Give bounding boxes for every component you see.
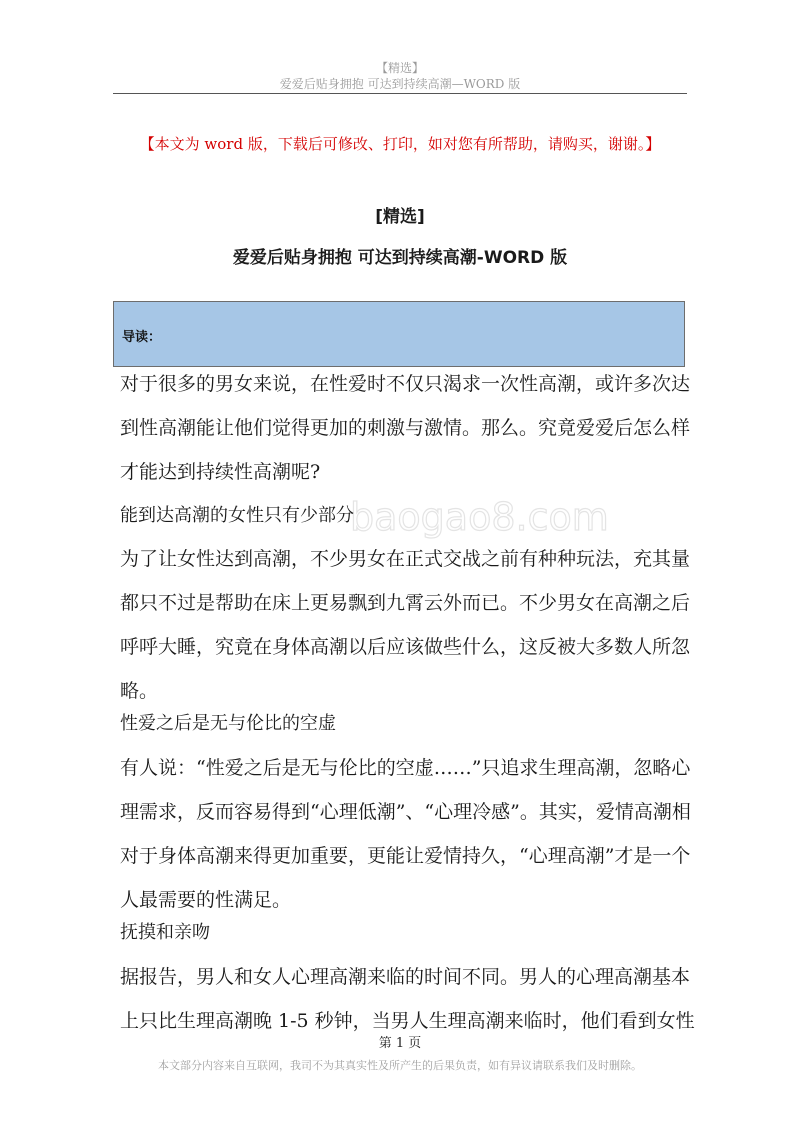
section-heading: 能到达高潮的女性只有少部分 [120, 505, 354, 526]
purchase-notice: 【本文为 word 版，下载后可修改、打印，如对您有所帮助，请购买，谢谢。】 [139, 135, 661, 153]
body-line: 据报告，男人和女人心理高潮来临的时间不同。男人的心理高潮基本 [120, 966, 691, 988]
watermark-text: baogao8.com [350, 495, 609, 539]
body-line: 人最需要的性满足。 [120, 889, 292, 911]
body-line: 为了让女性达到高潮，不少男女在正式交战之前有种种玩法，充其量 [120, 548, 691, 570]
body-line: 到性高潮能让他们觉得更加的刺激与激情。那么。究竟爱爱后怎么样 [120, 417, 691, 439]
document-title: 爱爱后贴身拥抱 可达到持续高潮-WORD 版 [232, 248, 568, 268]
body-line: 略。 [120, 680, 159, 702]
body-line: 对于身体高潮来得更加重要，更能让爱情持久，“心理高潮”才是一个 [120, 845, 691, 867]
footer-disclaimer: 本文部分内容来自互联网，我司不为其真实性及所产生的后果负责，如有异议请联系我们及时删除。 [158, 1059, 642, 1072]
guide-label: 导读： [122, 330, 162, 345]
header-subtitle: 爱爱后贴身拥抱 可达到持续高潮—WORD 版 [279, 77, 521, 91]
body-line: 理需求，反而容易得到“心理低潮”、“心理冷感”。其实，爱情高潮相 [120, 801, 691, 823]
title-tag: [精选] [375, 207, 425, 227]
body-line: 上只比生理高潮晚 1-5 秒钟，当男人生理高潮来临时，他们看到女性 [120, 1010, 695, 1032]
body-line: 对于很多的男女来说，在性爱时不仅只渴求一次性高潮，或许多次达 [120, 373, 691, 395]
body-line: 才能达到持续性高潮呢? [120, 461, 321, 483]
body-line: 都只不过是帮助在床上更易飘到九霄云外而已。不少男女在高潮之后 [120, 592, 691, 614]
page-number: 第 1 页 [378, 1036, 422, 1051]
header-tag: 【精选】 [375, 61, 424, 75]
section-heading: 性爱之后是无与伦比的空虚 [120, 713, 336, 734]
body-line: 呼呼大睡，究竟在身体高潮以后应该做些什么，这反被大多数人所忽 [120, 636, 691, 658]
header-divider [113, 93, 687, 94]
guide-box [113, 301, 685, 367]
section-heading: 抚摸和亲吻 [120, 922, 210, 943]
body-line: 有人说：“性爱之后是无与伦比的空虚……”只追求生理高潮，忽略心 [120, 757, 691, 779]
